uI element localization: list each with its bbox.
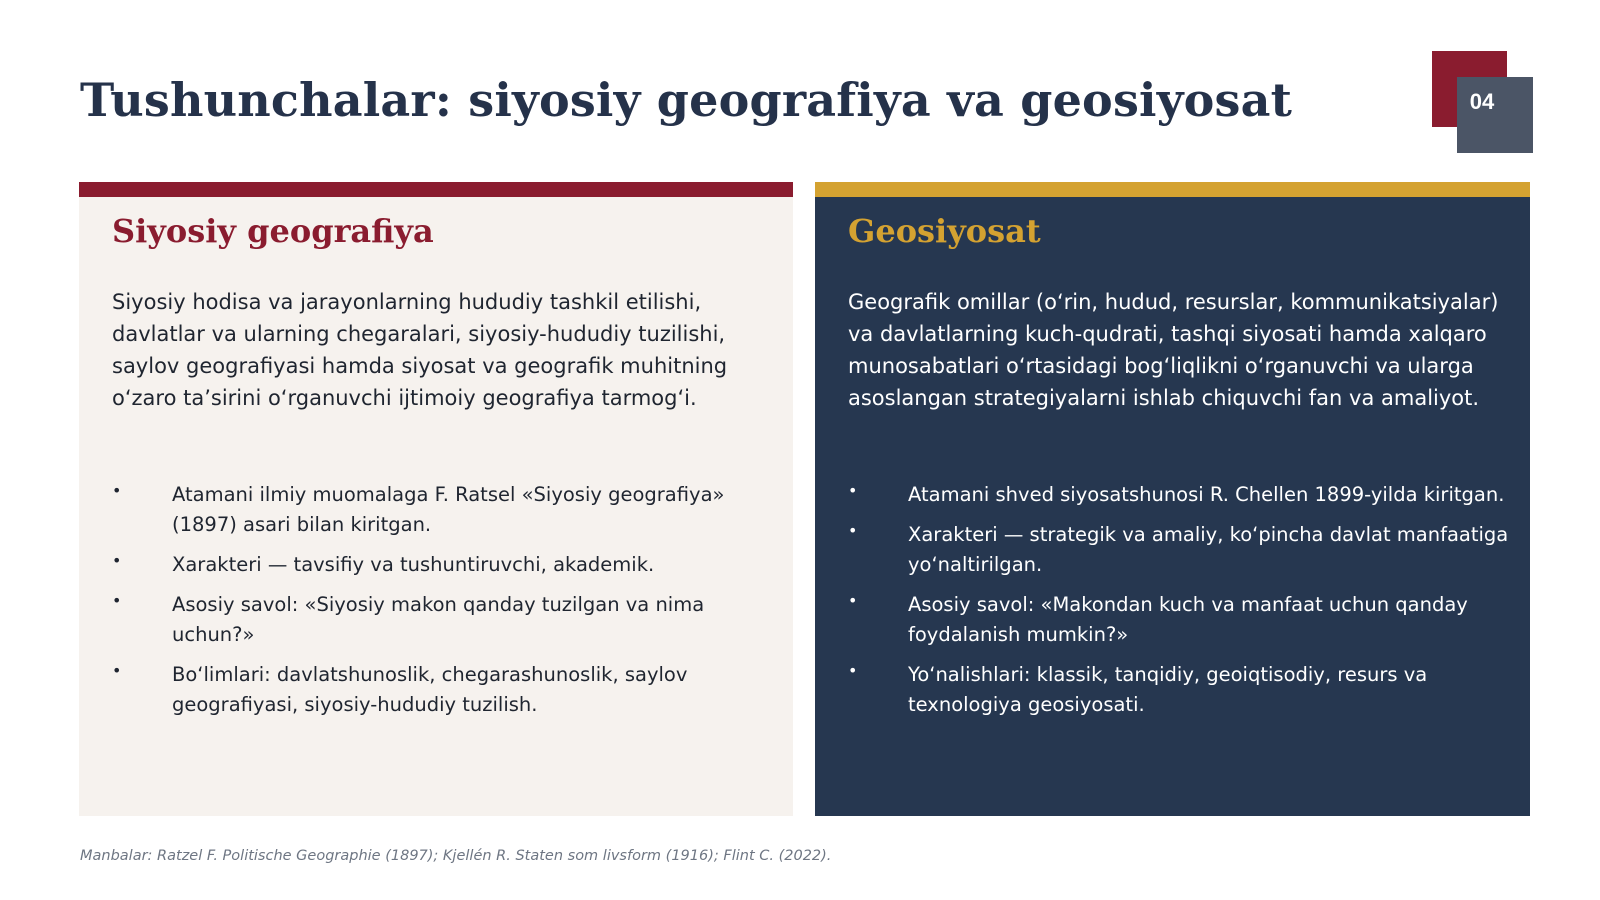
bullet-icon: • [112,481,122,500]
card-definition: Siyosiy hodisa va jarayonlarning hududiy tashkil etilishi, davlatlar va ularning chegaralari, siyosiy-hududiy tuzilishi, saylov geografiyasi hamda siyosat va geografik muhitning o‘zaro ta’sirini o‘rganuvchi ijtimoiy geografiya tarmog‘i. [112,290,728,410]
bullet-icon: • [848,481,858,500]
list-item [112,590,777,650]
list-item [848,480,1513,510]
bullet-icon: • [848,661,858,680]
card-heading: Geosiyosat [848,212,1041,250]
list-item [112,480,777,540]
list-item-text: Atamani ilmiy muomalaga F. Ratsel «Siyosiy geografiya» (1897) asari bilan kiritgan. [172,483,725,536]
list-item-text: Xarakteri — tavsifiy va tushuntiruvchi, akademik. [172,553,655,576]
political-geography-card [79,182,793,816]
list-item [112,550,777,580]
card-heading: Siyosiy geografiya [112,212,434,250]
sources-footnote: Manbalar: Ratzel F. Politische Geographie (1897); Kjellén R. Staten som livsform (1916); Flint C. (2022). [80,848,832,864]
list-item-text: Bo‘limlari: davlatshunoslik, chegarashunoslik, saylov geografiyasi, siyosiy-hududiy tuzilish. [172,663,688,716]
list-item [848,590,1513,650]
bullet-icon: • [848,591,858,610]
bullet-icon: • [112,591,122,610]
list-item-text: Asosiy savol: «Siyosiy makon qanday tuzilgan va nima uchun?» [172,593,705,646]
card-definition: Geografik omillar (o‘rin, hudud, resurslar, kommunikatsiyalar) va davlatlarning kuch-qudrati, tashqi siyosati hamda xalqaro munosabatlari o‘rtasidagi bog‘liqlikni o‘rganuvchi va ularga asoslangan strategiyalarni ishlab chiquvchi fan va amaliyot. [848,290,1499,410]
geopolitics-card [815,182,1530,816]
bullet-icon: • [112,661,122,680]
list-item-text: Xarakteri — strategik va amaliy, ko‘pincha davlat manfaatiga yo‘naltirilgan. [908,523,1509,576]
list-item-text: Atamani shved siyosatshunosi R. Chellen 1899-yilda kiritgan. [908,483,1505,506]
list-item-text: Asosiy savol: «Makondan kuch va manfaat uchun qanday foydalanish mumkin?» [908,593,1468,646]
card-accent-bar [79,182,793,197]
bullet-list [112,480,777,730]
list-item [848,520,1513,580]
list-item [112,660,777,720]
bullet-icon: • [848,521,858,540]
slide-title: Tushunchalar: siyosiy geografiya va geosiyosat [80,73,1293,127]
slide-number: 04 [1469,89,1495,114]
list-item [848,660,1513,720]
bullet-icon: • [112,551,122,570]
list-item-text: Yo‘nalishlari: klassik, tanqidiy, geoiqtisodiy, resurs va texnologiya geosiyosati. [908,663,1428,716]
bullet-list [848,480,1513,730]
card-accent-bar [815,182,1530,197]
